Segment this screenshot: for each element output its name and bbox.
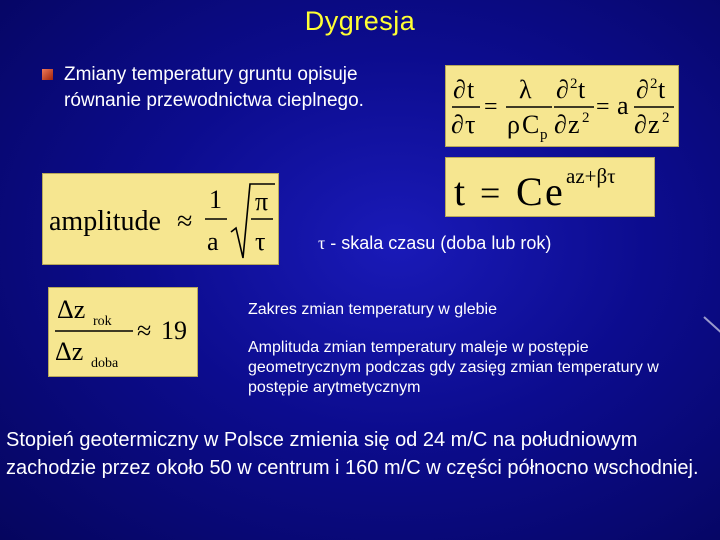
eq-tau-bot1: τ — [465, 110, 476, 139]
eq-z-bot4: z — [648, 110, 660, 139]
eq-rho: ρ — [507, 110, 520, 139]
eq-d-top3: ∂ — [556, 75, 569, 104]
amplitude-equation-svg — [43, 174, 278, 264]
amp-word: amplitude — [49, 206, 161, 237]
eq-z-bot3: z — [568, 110, 580, 139]
eq-d-bot3: ∂ — [554, 110, 567, 139]
eq-two-bot4: 2 — [662, 110, 670, 126]
solution-equation-box — [445, 157, 655, 217]
ratio-equation-svg — [49, 288, 197, 376]
sol-C: C — [516, 169, 543, 214]
eq-d-top1: ∂ — [453, 75, 466, 104]
eq-C: C — [522, 110, 540, 139]
ratio-delta-top: Δz — [57, 295, 86, 324]
slide-title: Dygresja — [304, 6, 416, 36]
solution-equation-svg — [446, 158, 654, 216]
sol-e: e — [545, 169, 563, 214]
decorative-line — [703, 316, 720, 338]
ratio-sub-rok: rok — [93, 314, 112, 329]
bullet-text: Zmiany temperatury gruntu opisuje równanie przewodnictwa cieplnego. — [64, 64, 364, 111]
heat-equation-box — [445, 65, 679, 147]
eq-t-top1: t — [467, 75, 475, 104]
tau-note — [318, 233, 551, 254]
eq-t-top3: t — [578, 75, 586, 104]
eq-t-top4: t — [658, 75, 666, 104]
amp-tau: τ — [255, 227, 266, 256]
tau-note-text: - skala czasu (doba lub rok) — [325, 233, 552, 253]
amp-a: a — [207, 227, 219, 256]
sol-exponent: az+βτ — [566, 164, 616, 188]
ratio-delta-bottom: Δz — [55, 337, 84, 366]
eq-d-bot4: ∂ — [634, 110, 647, 139]
amp-one: 1 — [209, 185, 222, 214]
tau-symbol: τ — [318, 233, 326, 253]
eq-d-top4: ∂ — [636, 75, 649, 104]
eq-two-bot3: 2 — [582, 110, 590, 126]
eq-two-top3: 2 — [570, 76, 578, 92]
amp-pi: π — [255, 187, 269, 216]
amplitude-equation-box — [42, 173, 279, 265]
geothermal-text: Stopień geotermiczny w Polsce zmienia się od 24 m/C na południowym zachodzie przez około 50 w centrum i 160 m/C w części północno wschodniej. — [6, 429, 699, 479]
eq-d-bot1: ∂ — [451, 110, 464, 139]
bullet-square-icon — [42, 69, 53, 80]
eq-equals-1: = — [484, 94, 498, 120]
ratio-sub-doba: doba — [91, 356, 119, 371]
amp-approx: ≈ — [177, 206, 193, 237]
amplitude-note: Amplituda zmian temperatury maleje w postępie geometrycznym podczas gdy zasięg zmian temperatury w postępie arytmetycznym — [248, 339, 659, 396]
eq-lambda: λ — [519, 75, 532, 104]
heat-equation-svg — [446, 66, 678, 146]
eq-p-sub: p — [540, 127, 548, 143]
sol-equals: = — [480, 173, 501, 213]
sol-t: t — [454, 169, 466, 214]
ratio-approx: ≈ — [137, 316, 152, 345]
ratio-equation-box — [48, 287, 198, 377]
eq-a: a — [617, 91, 629, 120]
sqrt-sign-icon — [231, 184, 275, 258]
ratio-value: 19 — [161, 316, 187, 345]
eq-two-top4: 2 — [650, 76, 658, 92]
eq-equals-2: = — [596, 94, 610, 120]
range-label: Zakres zmian temperatury w glebie — [248, 301, 497, 318]
